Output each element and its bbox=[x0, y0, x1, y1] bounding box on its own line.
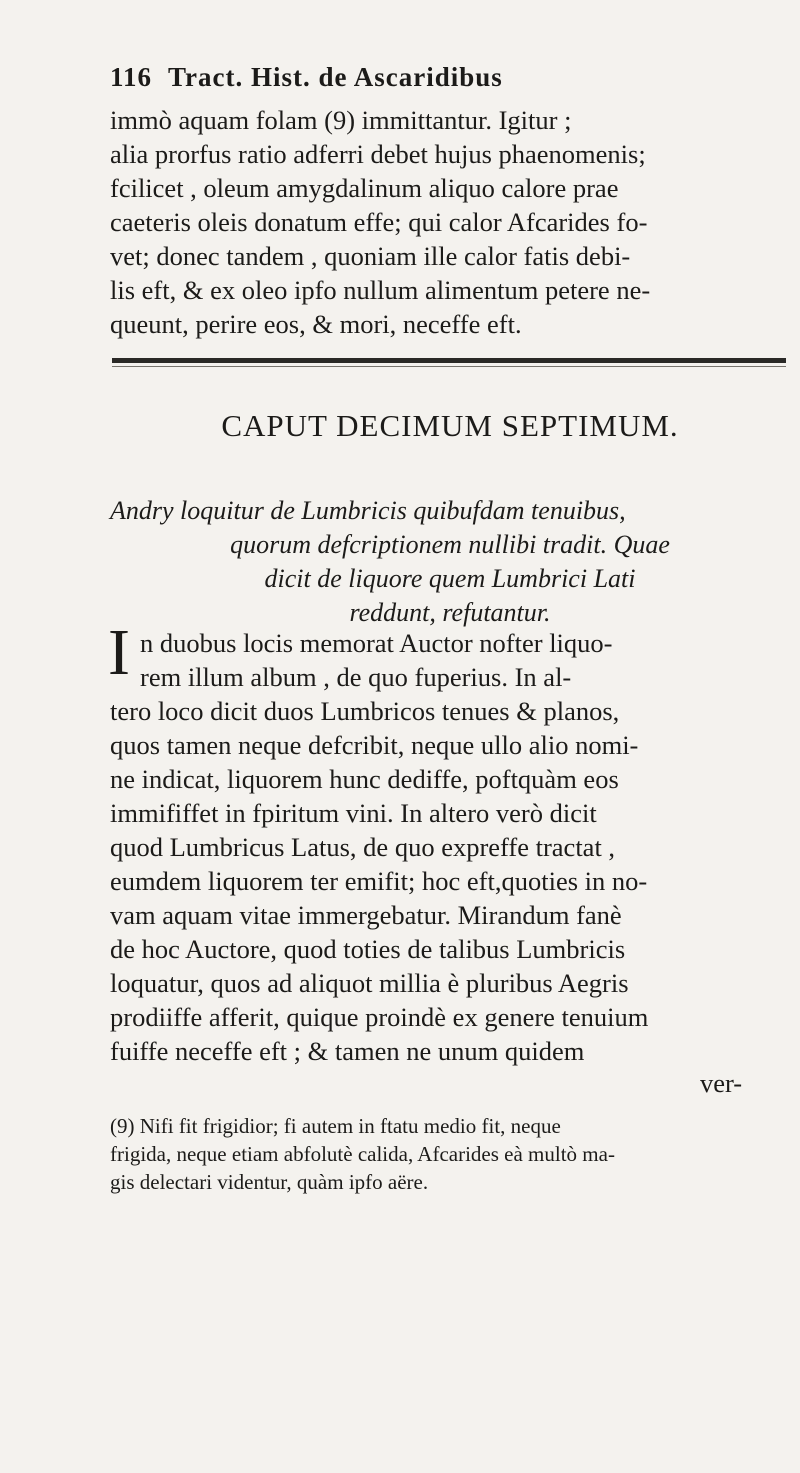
text-line: tero loco dicit duos Lumbricos tenues & planos, bbox=[110, 696, 620, 726]
running-header bbox=[110, 62, 770, 93]
running-title: Tract. Hist. de Ascaridibus bbox=[168, 62, 503, 92]
text-line: rem illum album , de quo fuperius. In al- bbox=[140, 662, 572, 692]
text-line: alia prorfus ratio adferri debet hujus phaenomenis; bbox=[110, 139, 646, 169]
text-line: immò aquam folam (9) immittantur. Igitur ; bbox=[110, 105, 572, 135]
text-line: quos tamen neque defcribit, neque ullo alio nomi- bbox=[110, 730, 639, 760]
footnote-line: (9) Nifi fit frigidior; fi autem in ftatu medio fit, neque bbox=[110, 1114, 561, 1138]
text-line: vet; donec tandem , quoniam ille calor fatis debi- bbox=[110, 241, 631, 271]
footnote-line: frigida, neque etiam abfolutè calida, Afcarides eà multò ma- bbox=[110, 1142, 615, 1166]
text-line: immififfet in fpiritum vini. In altero verò dicit bbox=[110, 798, 597, 828]
chapter-summary-line: reddunt, refutantur. bbox=[349, 598, 551, 627]
text-line: eumdem liquorem ter emifit; hoc eft,quoties in no- bbox=[110, 866, 648, 896]
text-line: fcilicet , oleum amygdalinum aliquo calore prae bbox=[110, 173, 619, 203]
text-line: lis eft, & ex oleo ipfo nullum alimentum petere ne- bbox=[110, 275, 651, 305]
footnote-line: gis delectari videntur, quàm ipfo aëre. bbox=[110, 1170, 429, 1194]
text-line: quod Lumbricus Latus, de quo expreffe tractat , bbox=[110, 832, 616, 862]
text-line: fuiffe neceffe eft ; & tamen ne unum quidem bbox=[110, 1036, 585, 1066]
section-rule-thin bbox=[112, 366, 786, 367]
section-rule bbox=[112, 358, 786, 363]
chapter-summary-line: dicit de liquore quem Lumbrici Lati bbox=[264, 564, 636, 593]
drop-cap: I bbox=[108, 616, 130, 689]
text-line: n duobus locis memorat Auctor nofter liquo- bbox=[140, 628, 613, 658]
chapter-summary-line: quorum defcriptionem nullibi tradit. Quae bbox=[230, 530, 670, 559]
page-number: 116 bbox=[110, 62, 153, 92]
text-line: ne indicat, liquorem hunc dediffe, poftquàm eos bbox=[110, 764, 619, 794]
text-line: de hoc Auctore, quod toties de talibus Lumbricis bbox=[110, 934, 626, 964]
text-line: prodiiffe afferit, quique proindè ex genere tenuium bbox=[110, 1002, 649, 1032]
text-line: caeteris oleis donatum effe; qui calor Afcarides fo- bbox=[110, 207, 648, 237]
text-line: loquatur, quos ad aliquot millia è pluribus Aegris bbox=[110, 968, 629, 998]
chapter-title: CAPUT DECIMUM SEPTIMUM. bbox=[221, 408, 679, 443]
catchword: ver- bbox=[700, 1068, 743, 1098]
text-line: vam aquam vitae immergebatur. Mirandum fanè bbox=[110, 900, 622, 930]
chapter-summary-line: Andry loquitur de Lumbricis quibufdam tenuibus, bbox=[110, 496, 626, 525]
text-line: queunt, perire eos, & mori, neceffe eft. bbox=[110, 309, 522, 339]
